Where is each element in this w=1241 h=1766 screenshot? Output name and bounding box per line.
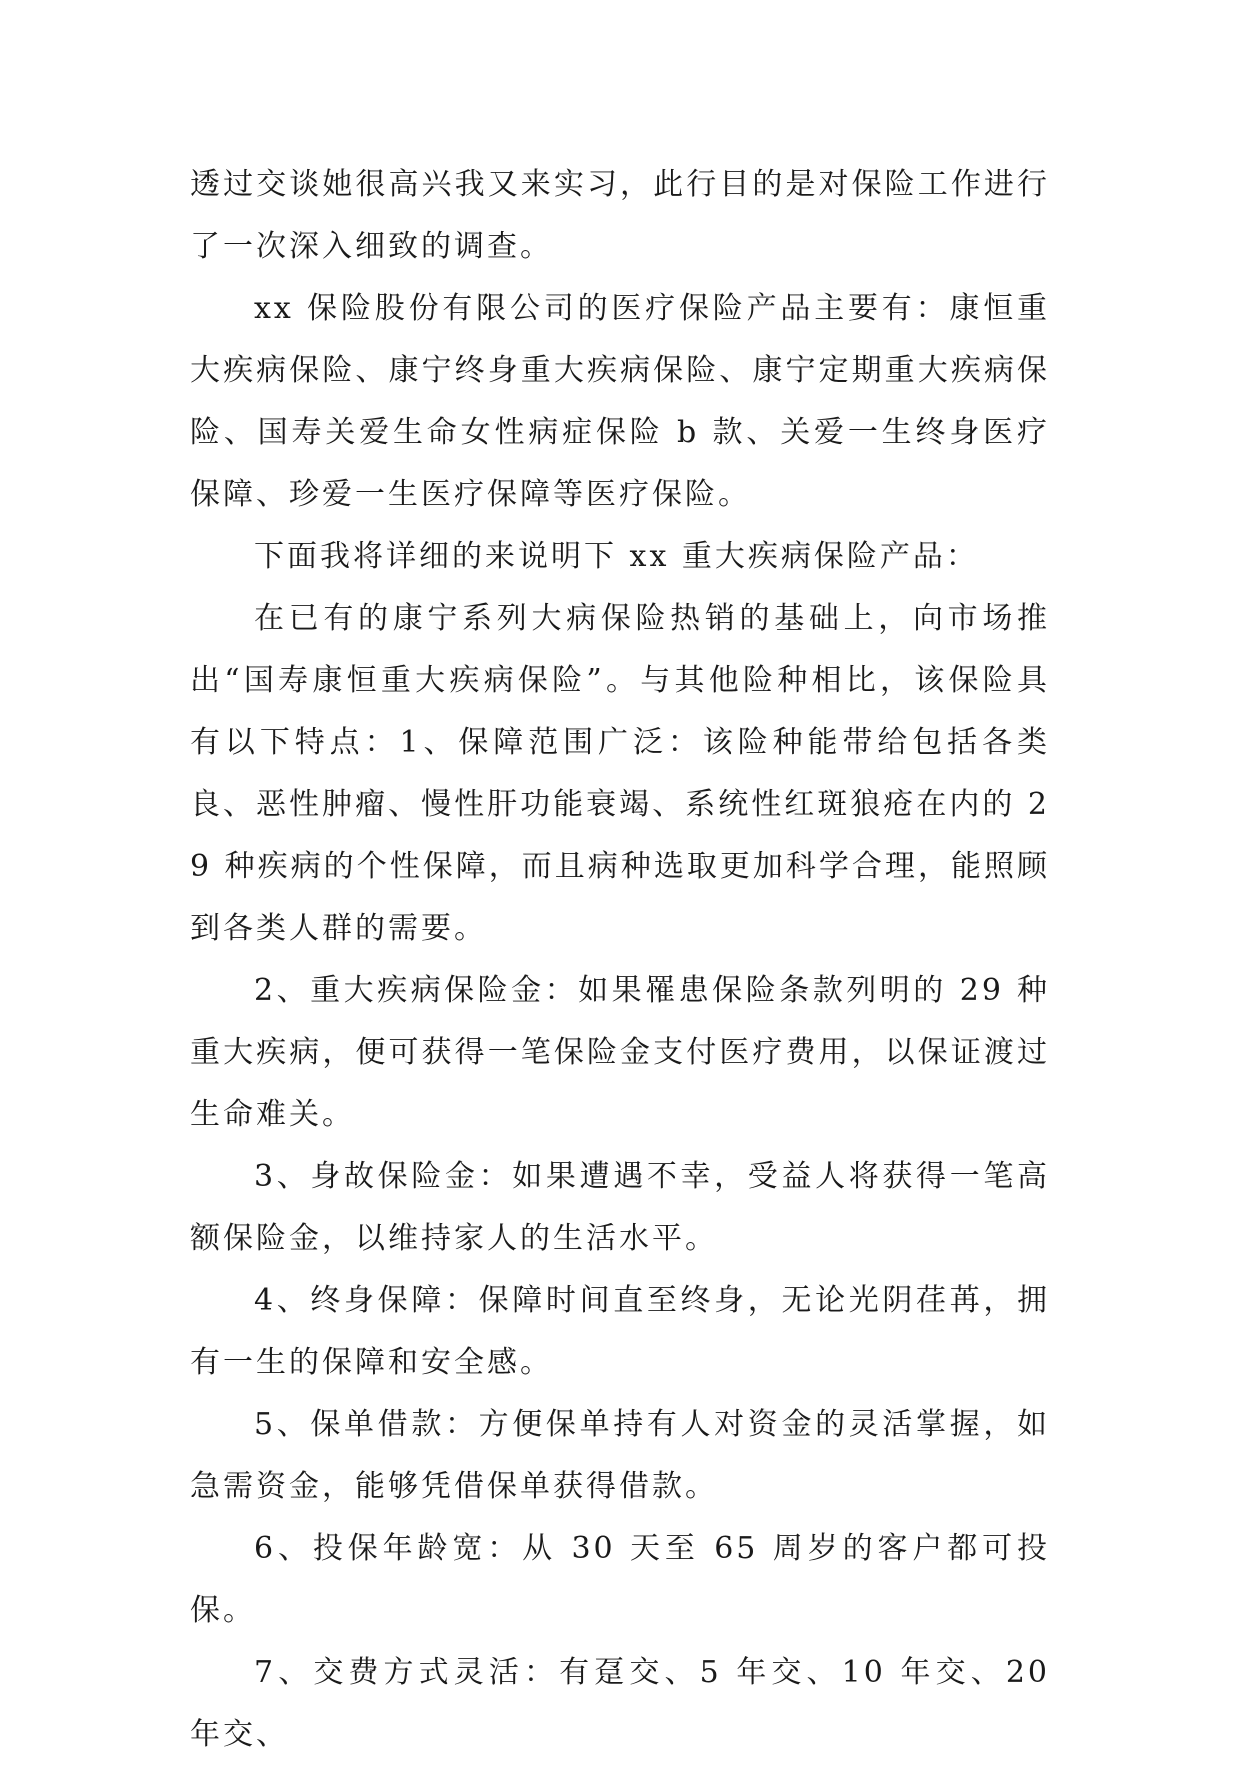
paragraph-feature-6: 6、投保年龄宽：从 30 天至 65 周岁的客户都可投保。 [190,1531,1050,1628]
paragraph-products: xx 保险股份有限公司的医疗保险产品主要有：康恒重大疾病保险、康宁终身重大疾病保险、康宁定期重大疾病保险、国寿关爱生命女性病症保险 b 款、关爱一生终身医疗保障、珍爱一生医疗保障等医疗保险。 [190,291,1050,512]
paragraph-intro: 透过交谈她很高兴我又来实习，此行目的是对保险工作进行了一次深入细致的调查。 [190,167,1050,264]
paragraph-feature-3: 3、身故保险金：如果遭遇不幸，受益人将获得一笔高额保险金，以维持家人的生活水平。 [190,1159,1050,1256]
paragraph-feature-2: 2、重大疾病保险金：如果罹患保险条款列明的 29 种重大疾病，便可获得一笔保险金支付医疗费用，以保证渡过生命难关。 [190,973,1050,1132]
paragraph-features-1: 在已有的康宁系列大病保险热销的基础上，向市场推出“国寿康恒重大疾病保险”。与其他险种相比，该保险具有以下特点：1、保障范围广泛：该险种能带给包括各类良、恶性肿瘤、慢性肝功能衰竭、系统性红斑狼疮在内的 29 种疾病的个性保障，而且病种选取更加科学合理，能照顾到各类人群的需要。 [190,601,1050,946]
paragraph-feature-4: 4、终身保障：保障时间直至终身，无论光阴荏苒，拥有一生的保障和安全感。 [190,1283,1050,1380]
document-body [190,154,1050,1766]
paragraph-lead-in: 下面我将详细的来说明下 xx 重大疾病保险产品： [254,539,979,574]
paragraph-feature-5: 5、保单借款：方便保单持有人对资金的灵活掌握，如急需资金，能够凭借保单获得借款。 [190,1407,1050,1504]
paragraph-feature-7: 7、交费方式灵活：有趸交、5 年交、10 年交、20 年交、 [190,1655,1050,1752]
